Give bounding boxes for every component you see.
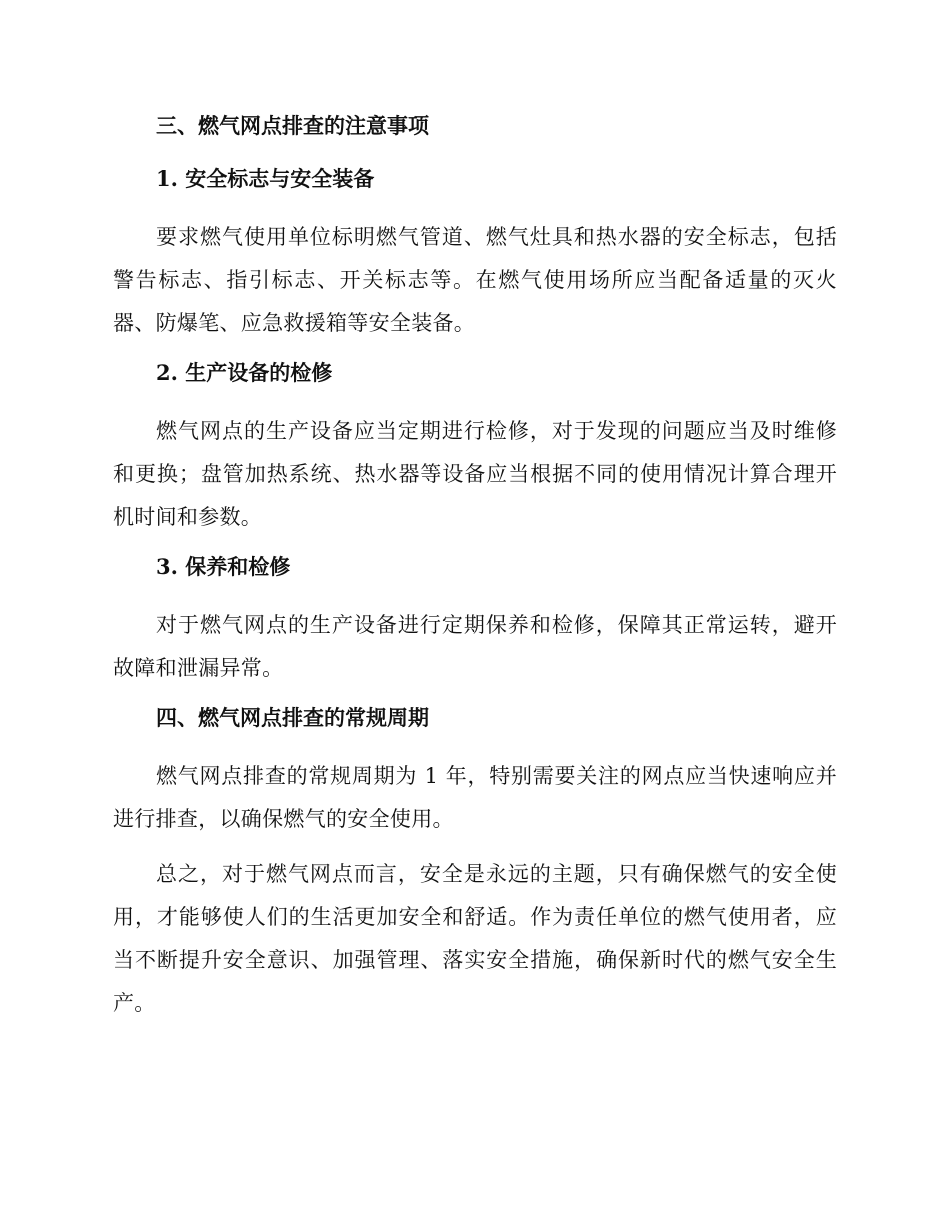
item-2-paragraph: 燃气网点的生产设备应当定期进行检修，对于发现的问题应当及时维修和更换；盘管加热系统、热水器等设备应当根据不同的使用情况计算合理开机时间和参数。 [113,419,837,529]
item-1-paragraph: 要求燃气使用单位标明燃气管道、燃气灶具和热水器的安全标志，包括警告标志、指引标志、开关标志等。在燃气使用场所应当配备适量的灭火器、防爆笔、应急救援箱等安全装备。 [113,225,837,335]
conclusion-paragraph: 总之，对于燃气网点而言，安全是永远的主题，只有确保燃气的安全使用，才能够使人们的生活更加安全和舒适。作为责任单位的燃气使用者，应当不断提升安全意识、加强管理、落实安全措施，确保新时代的燃气安全生产。 [113,862,837,1015]
item-3-paragraph: 对于燃气网点的生产设备进行定期保养和检修，保障其正常运转，避开故障和泄漏异常。 [113,613,837,680]
item-2-heading: 2. 生产设备的检修 [156,360,333,385]
section-4-heading: 四、燃气网点排查的常规周期 [156,705,429,730]
item-3-heading: 3. 保养和检修 [156,554,291,579]
item-1-heading: 1. 安全标志与安全装备 [156,166,375,191]
section-4-paragraph: 燃气网点排查的常规周期为 1 年，特别需要关注的网点应当快速响应并进行排查，以确保燃气的安全使用。 [113,764,837,831]
document-body [113,110,837,1035]
section-3-heading: 三、燃气网点排查的注意事项 [156,113,429,138]
